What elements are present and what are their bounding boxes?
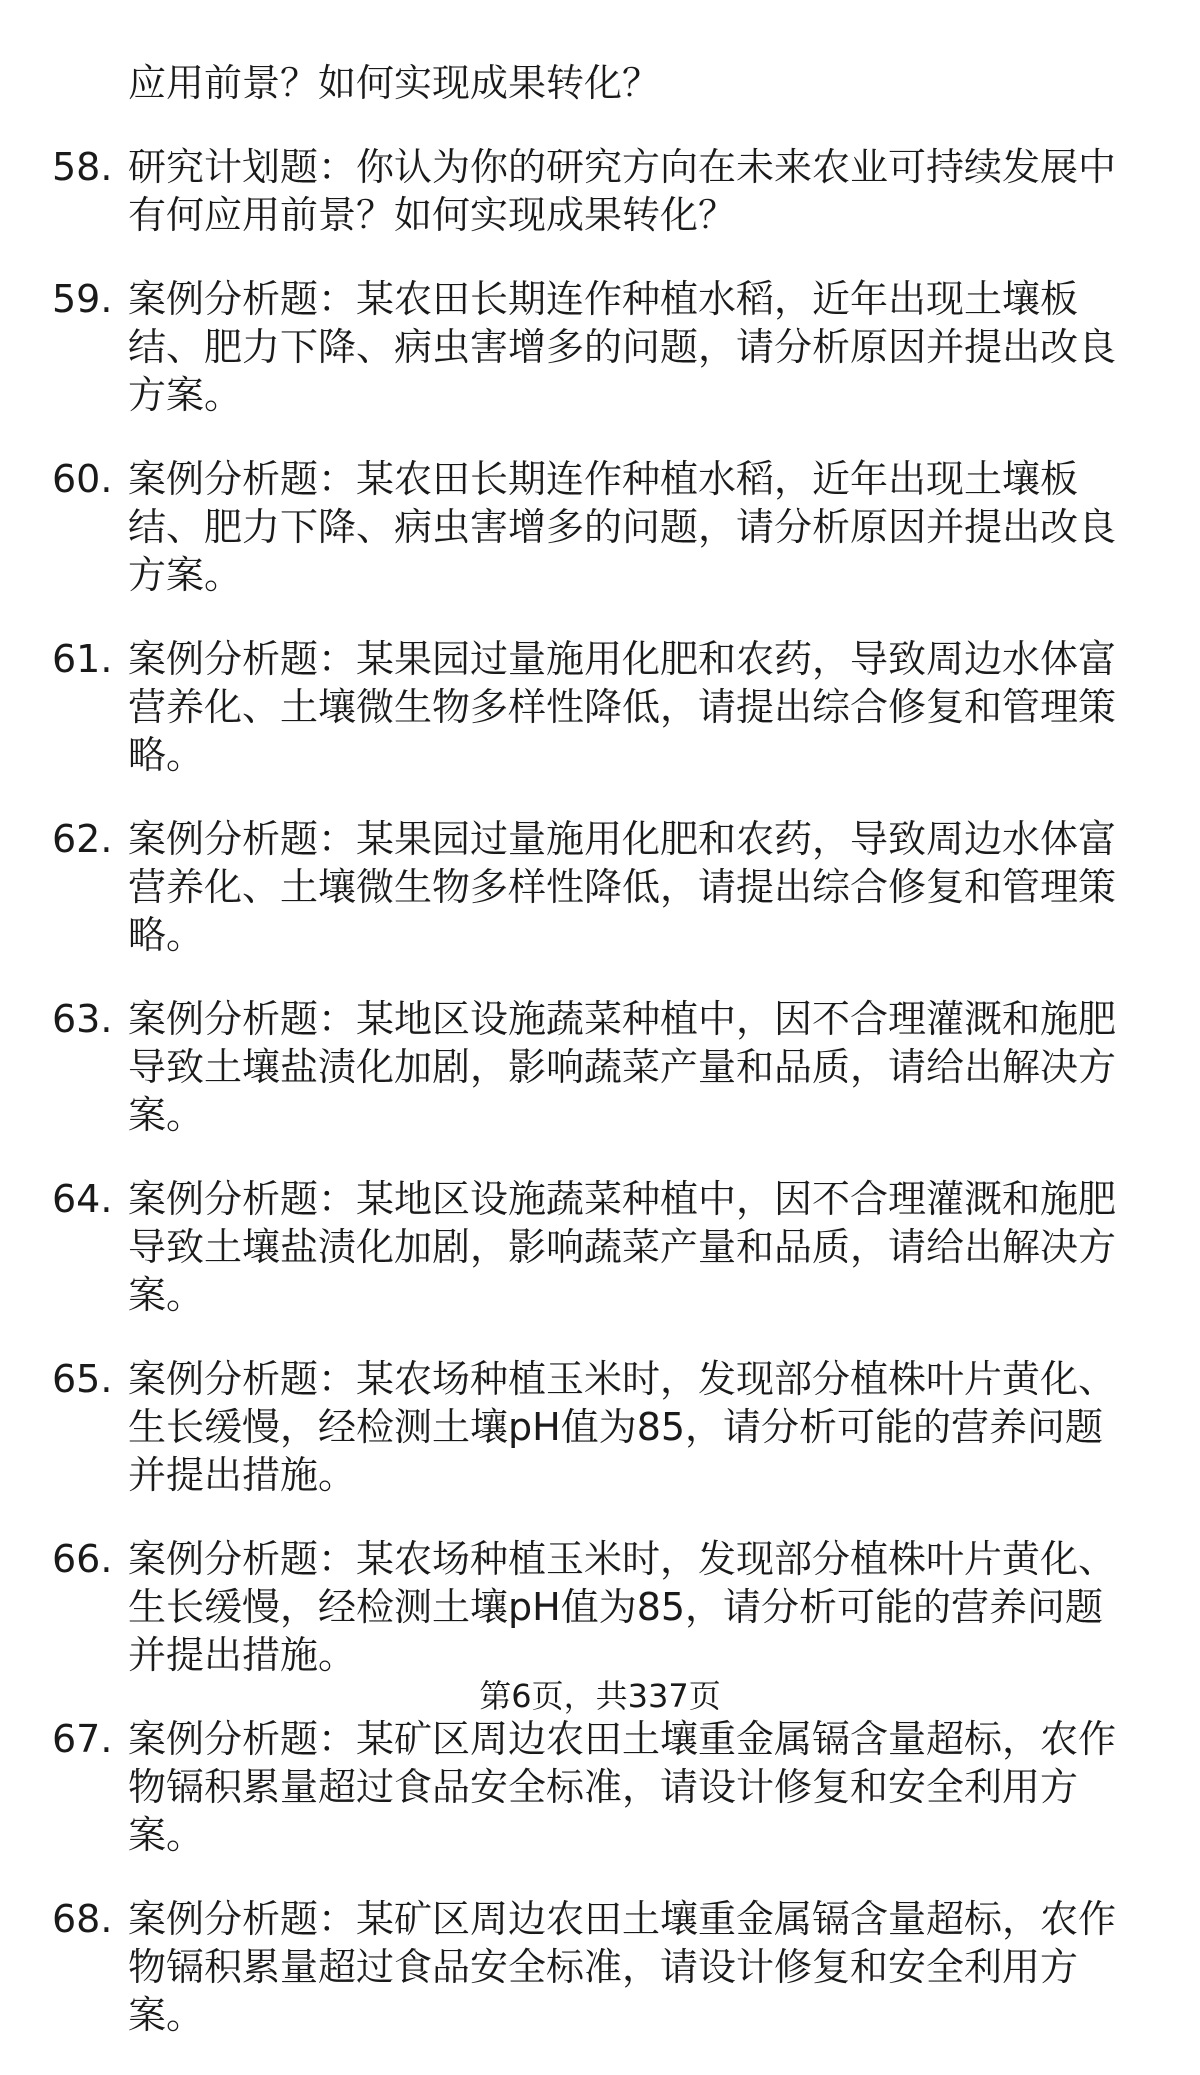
- question-item: [0, 635, 1200, 779]
- question-number: 59.: [52, 277, 113, 321]
- question-item: [0, 143, 1200, 239]
- question-item: [0, 815, 1200, 959]
- question-number: 67.: [52, 1717, 113, 1761]
- question-item: [0, 1535, 1200, 1679]
- question-number: 63.: [52, 997, 113, 1041]
- question-item: [0, 1715, 1200, 1859]
- question-text: 研究计划题：你认为你的研究方向在未来农业可持续发展中有何应用前景？如何实现成果转化？: [128, 145, 1117, 237]
- question-text: 应用前景？如何实现成果转化？: [128, 61, 661, 105]
- question-number: 62.: [52, 817, 113, 861]
- question-text: 案例分析题：某矿区周边农田土壤重金属镉含量超标，农作物镉积累量超过食品安全标准，请设计修复和安全利用方案。: [128, 1897, 1117, 2037]
- question-item: [0, 995, 1200, 1139]
- question-text: 案例分析题：某农场种植玉米时，发现部分植株叶片黄化、生长缓慢，经检测土壤pH值为85，请分析可能的营养问题并提出措施。: [128, 1357, 1117, 1497]
- question-text: 案例分析题：某农田长期连作种植水稻，近年出现土壤板结、肥力下降、病虫害增多的问题，请分析原因并提出改良方案。: [128, 277, 1117, 417]
- question-item: [0, 455, 1200, 599]
- question-number: 60.: [52, 457, 113, 501]
- question-list: [0, 59, 1200, 2075]
- question-text: 案例分析题：某果园过量施用化肥和农药，导致周边水体富营养化、土壤微生物多样性降低，请提出综合修复和管理策略。: [128, 817, 1117, 957]
- question-number: 61.: [52, 637, 113, 681]
- question-number: 58.: [52, 145, 113, 189]
- page-footer: 第6页，共337页: [479, 1677, 721, 1715]
- question-text: 案例分析题：某地区设施蔬菜种植中，因不合理灌溉和施肥导致土壤盐渍化加剧，影响蔬菜产量和品质，请给出解决方案。: [128, 997, 1117, 1137]
- question-item: [0, 275, 1200, 419]
- question-item: [0, 1895, 1200, 2039]
- question-number: [0, 59, 128, 107]
- question-text: 案例分析题：某地区设施蔬菜种植中，因不合理灌溉和施肥导致土壤盐渍化加剧，影响蔬菜产量和品质，请给出解决方案。: [128, 1177, 1117, 1317]
- question-number: 64.: [52, 1177, 113, 1221]
- question-number: 65.: [52, 1357, 113, 1401]
- question-text: 案例分析题：某农田长期连作种植水稻，近年出现土壤板结、肥力下降、病虫害增多的问题，请分析原因并提出改良方案。: [128, 457, 1117, 597]
- question-number: 68.: [52, 1897, 113, 1941]
- question-text: 案例分析题：某果园过量施用化肥和农药，导致周边水体富营养化、土壤微生物多样性降低，请提出综合修复和管理策略。: [128, 637, 1117, 777]
- question-text: 案例分析题：某农场种植玉米时，发现部分植株叶片黄化、生长缓慢，经检测土壤pH值为85，请分析可能的营养问题并提出措施。: [128, 1537, 1117, 1677]
- question-item: [0, 1355, 1200, 1499]
- question-continuation: [0, 59, 1200, 107]
- question-text: 案例分析题：某矿区周边农田土壤重金属镉含量超标，农作物镉积累量超过食品安全标准，请设计修复和安全利用方案。: [128, 1717, 1117, 1857]
- question-item: [0, 1175, 1200, 1319]
- question-number: 66.: [52, 1537, 113, 1581]
